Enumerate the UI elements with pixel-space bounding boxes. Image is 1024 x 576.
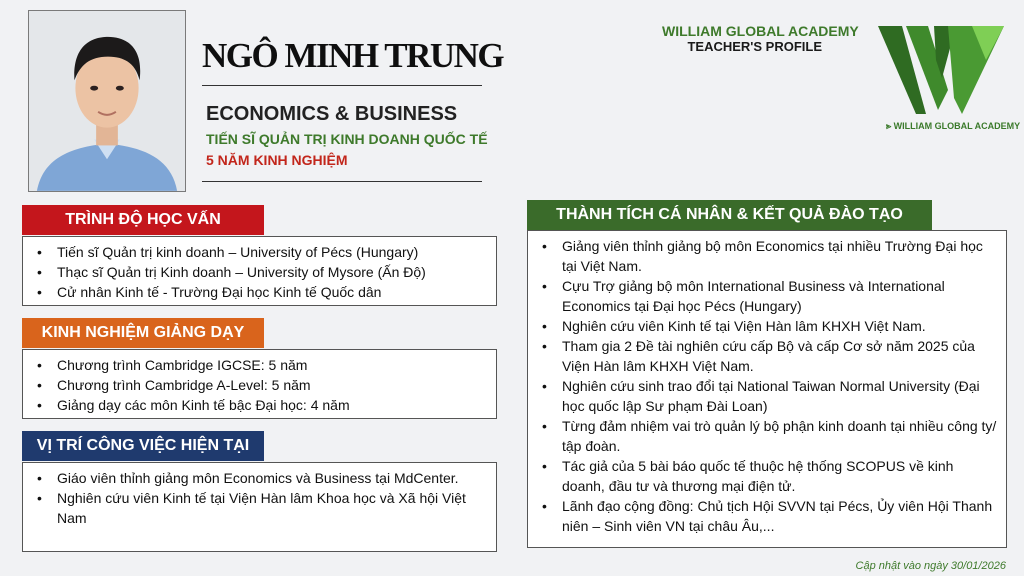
education-section-title (22, 205, 264, 235)
education-title-text: TRÌNH ĐỘ HỌC VẤN (65, 211, 221, 228)
divider-bottom (202, 181, 482, 182)
list-item: • Giáo viên thỉnh giảng môn Economics và Business tại MdCenter. (35, 468, 488, 488)
list-item: • Tham gia 2 Đề tài nghiên cứu cấp Bộ và cấp Cơ sở năm 2025 của Viện Hàn lâm KHXH Việt Nam. (540, 336, 998, 376)
achievements-title-text: THÀNH TÍCH CÁ NHÂN & KẾT QUẢ ĐÀO TẠO (556, 206, 903, 223)
list-item: • Thạc sĩ Quản trị Kinh doanh – University of Mysore (Ấn Độ) (35, 262, 488, 282)
teaching-list (22, 349, 497, 419)
list-item: • Giảng dạy các môn Kinh tế bậc Đại học: 4 năm (35, 395, 488, 415)
list-item: • Chương trình Cambridge A-Level: 5 năm (35, 375, 488, 395)
list-item: • Nghiên cứu sinh trao đổi tại National Taiwan Normal University (Đại học quốc lập Sư phạm Đài Loan) (540, 376, 998, 416)
achievements-list (527, 230, 1007, 548)
list-item: • Cựu Trợ giảng bộ môn International Business và International Economics tại Đại học Pécs (Hungary) (540, 276, 998, 316)
degree-title: TIẾN SĨ QUẢN TRỊ KINH DOANH QUỐC TẾ (206, 131, 488, 147)
teaching-section-title (22, 318, 264, 348)
list-item: • Chương trình Cambridge IGCSE: 5 năm (35, 355, 488, 375)
teaching-subject: ECONOMICS & BUSINESS (206, 103, 458, 125)
list-item: • Nghiên cứu viên Kinh tế tại Viện Hàn lâm Khoa học và Xã hội Việt Nam (35, 488, 488, 528)
w-logo-icon (876, 20, 1006, 120)
profile-label: TEACHER'S PROFILE (687, 39, 822, 54)
list-item: • Tiến sĩ Quản trị kinh doanh – University of Pécs (Hungary) (35, 242, 488, 262)
experience-years: 5 NĂM KINH NGHIỆM (206, 152, 348, 168)
academy-name: WILLIAM GLOBAL ACADEMY (662, 23, 859, 39)
position-list (22, 462, 497, 552)
updated-date: Cập nhật vào ngày 30/01/2026 (855, 560, 1006, 572)
academy-header (662, 23, 859, 54)
list-item: • Tác giả của 5 bài báo quốc tế thuộc hệ thống SCOPUS về kinh doanh, đầu tư và thương mại điện tử. (540, 456, 998, 496)
list-item: • Cử nhân Kinh tế - Trường Đại học Kinh tế Quốc dân (35, 282, 488, 302)
arrow-icon: ⪢ (886, 121, 894, 131)
academy-logo (876, 20, 1006, 120)
education-list (22, 236, 497, 306)
logo-caption (886, 121, 1020, 132)
achievements-section-title (527, 200, 932, 230)
list-item: • Giảng viên thỉnh giảng bộ môn Economics tại nhiều Trường Đại học tại Việt Nam. (540, 236, 998, 276)
logo-caption-text: WILLIAM GLOBAL ACADEMY (893, 121, 1021, 131)
position-title-text: VỊ TRÍ CÔNG VIỆC HIỆN TẠI (36, 437, 250, 454)
list-item: • Từng đảm nhiệm vai trò quản lý bộ phận kinh doanh tại nhiều công ty/ tập đoàn. (540, 416, 998, 456)
teacher-name: NGÔ MINH TRUNG (202, 36, 504, 75)
portrait-image (29, 11, 185, 191)
teacher-photo (28, 10, 186, 192)
list-item: • Nghiên cứu viên Kinh tế tại Viện Hàn lâm KHXH Việt Nam. (540, 316, 998, 336)
position-section-title (22, 431, 264, 461)
teaching-title-text: KINH NGHIỆM GIẢNG DẠY (41, 324, 245, 341)
list-item: • Lãnh đạo cộng đồng: Chủ tịch Hội SVVN tại Pécs, Ủy viên Hội Thanh niên – Sinh viên VN tại châu Âu,... (540, 496, 998, 536)
divider-top (202, 85, 482, 86)
